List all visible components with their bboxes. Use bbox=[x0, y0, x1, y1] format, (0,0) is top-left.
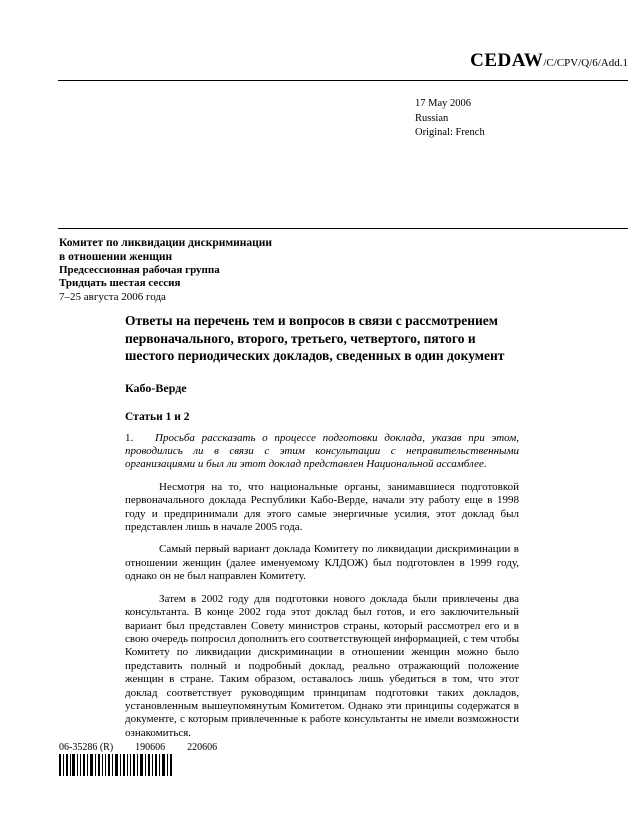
document-symbol bbox=[470, 50, 628, 72]
section-heading: Статьи 1 и 2 bbox=[125, 410, 190, 423]
session-label: Тридцать шестая сессия bbox=[59, 277, 181, 290]
body-paragraph: Самый первый вариант доклада Комитету по ликвидации дискриминации в отношении женщин (далее именуемому КЛДОЖ) был подготовлен в 1999 году, однако он не был направлен Комитету. bbox=[125, 543, 519, 583]
session-dates: 7–25 августа 2006 года bbox=[59, 290, 166, 303]
question-number: 1. bbox=[125, 431, 134, 444]
country-heading: Кабо-Верде bbox=[125, 380, 187, 395]
document-symbol-small: /C/CPV/Q/6/Add.1 bbox=[543, 57, 628, 69]
main-content bbox=[125, 312, 519, 740]
question-paragraph bbox=[125, 432, 519, 472]
working-group-label: Предсессионная рабочая группа bbox=[59, 264, 220, 277]
header-divider bbox=[58, 80, 628, 81]
footer-code-2: 220606 bbox=[187, 742, 218, 753]
document-symbol-large: CEDAW bbox=[470, 50, 544, 71]
document-original-language: Original: French bbox=[415, 127, 485, 139]
footer-reference bbox=[59, 742, 239, 753]
barcode bbox=[59, 754, 175, 776]
committee-name-line1: Комитет по ликвидации дискриминации bbox=[59, 237, 273, 249]
question-text: Просьба рассказать о процессе подготовки доклада, указав при этом, проводились ли в связи с этим консультации с неправительственными организациями и был ли этот доклад представлен Национальной ассамблее. bbox=[125, 431, 519, 471]
footer-code-1: 190606 bbox=[135, 742, 166, 753]
document-date: 17 May 2006 bbox=[415, 98, 471, 109]
content-divider bbox=[58, 228, 628, 229]
committee-name-line2: в отношении женщин bbox=[59, 251, 173, 264]
date-block bbox=[415, 97, 485, 141]
document-language: Russian bbox=[415, 112, 449, 124]
body-paragraph: Затем в 2002 году для подготовки нового доклада были привлечены два консультанта. В конце 2002 года этот доклад был готов, и его заключительный вариант был представлен Совету министров страны, который рассмотрел его и в свою очередь попросил дополнить его соответствующей информацией, с тем чтобы Комитету по ликвидации дискриминации в отношении женщин можно было представить полный и подробный доклад, реально отражающий положение женщин в стране. Таким образом, оставалось лишь убедиться в том, что этот доклад соответствует руководящим принципам подготовки таких докладов, установленным вышеупомянутым Комитетом. Однако эти принципы содержатся в документе, с которым привлеченные к работе консультанты не имели возможности ознакомиться. bbox=[125, 592, 519, 739]
document-title: Ответы на перечень тем и вопросов в связи с рассмотрением первоначального, второго, третьего, четвертого, пятого и шестого периодических докладов, сведенных в один документ bbox=[125, 313, 505, 364]
committee-block bbox=[59, 236, 272, 304]
footer-doc-number: 06-35286 (R) bbox=[59, 742, 114, 753]
body-paragraph: Несмотря на то, что национальные органы, занимавшиеся подготовкой первоначального доклада Республики Кабо-Верде, начали эту работу еще в 1998 году и предпринимали для этого самые энергичные усилия, этот доклад был представлен лишь в начале 2005 года. bbox=[125, 480, 519, 534]
